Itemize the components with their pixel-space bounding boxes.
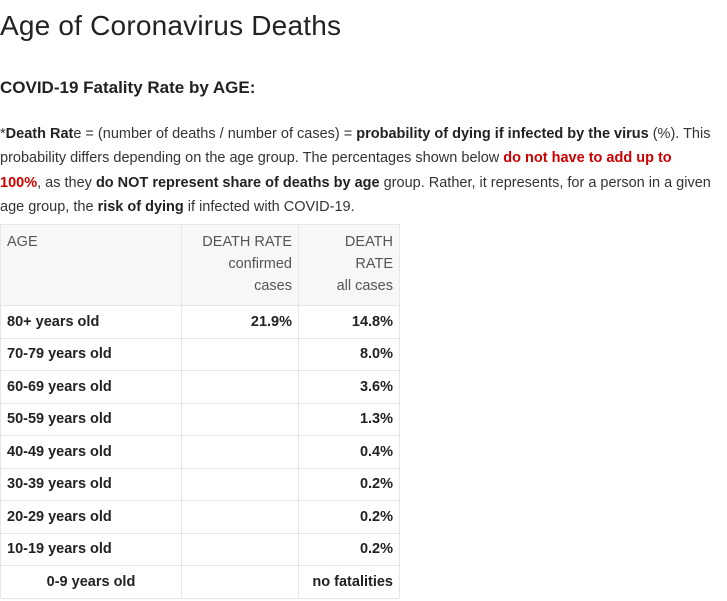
- intro-text-6: if infected with COVID-19.: [183, 199, 355, 215]
- intro-text-1: *: [0, 125, 6, 142]
- table-row: [1, 436, 400, 469]
- table-row: [1, 306, 400, 339]
- cell-age: 40-49 years old: [1, 436, 182, 469]
- cell-all: 0.2%: [299, 468, 400, 501]
- cell-age: 10-19 years old: [1, 533, 182, 566]
- cell-age: 60-69 years old: [1, 371, 182, 404]
- header-all-line2: all cases: [336, 278, 393, 294]
- header-confirmed-line2: confirmed: [228, 256, 292, 272]
- cell-age: 0-9 years old: [1, 566, 182, 599]
- cell-age: 70-79 years old: [1, 338, 182, 371]
- header-confirmed-line1: DEATH RATE: [202, 234, 292, 250]
- cell-confirmed: [182, 338, 299, 371]
- cell-all: 1.3%: [299, 403, 400, 436]
- cell-all: 0.2%: [299, 533, 400, 566]
- intro-text-5: group. Rather, it represents, for a person in a given age group, the: [0, 174, 711, 215]
- cell-confirmed: [182, 436, 299, 469]
- intro-bold-share: do NOT represent share of deaths by age: [95, 174, 380, 191]
- intro-bold-death-rate: Death Rat: [5, 125, 74, 142]
- intro-text-4: , as they: [37, 174, 96, 191]
- cell-confirmed: [182, 403, 299, 436]
- cell-confirmed: 21.9%: [182, 306, 299, 339]
- cell-all: 0.4%: [299, 436, 400, 469]
- intro-bold-probability: probability of dying if infected by the virus: [356, 125, 649, 142]
- table-row: [1, 338, 400, 371]
- table-header-row: [1, 225, 400, 306]
- cell-confirmed: [182, 566, 299, 599]
- table-row: [1, 403, 400, 436]
- header-all-line1: DEATH RATE: [344, 234, 393, 272]
- header-confirmed-line3: cases: [254, 278, 292, 294]
- section-heading: COVID-19 Fatality Rate by AGE:: [0, 78, 256, 97]
- cell-confirmed: [182, 468, 299, 501]
- header-age-label: AGE: [7, 234, 38, 250]
- cell-age: 20-29 years old: [1, 501, 182, 534]
- header-death-rate-all: [299, 225, 400, 306]
- intro-text-2: e = (number of deaths / number of cases) =: [73, 125, 357, 142]
- header-age: [1, 225, 182, 306]
- cell-age: 30-39 years old: [1, 468, 182, 501]
- cell-all: no fatalities: [299, 566, 400, 599]
- cell-all: 3.6%: [299, 371, 400, 404]
- intro-red-note: do not have to add up to 100%: [0, 150, 672, 191]
- cell-all: 0.2%: [299, 501, 400, 534]
- page-title: Age of Coronavirus Deaths: [0, 10, 342, 41]
- table-row: [1, 533, 400, 566]
- cell-all: 14.8%: [299, 306, 400, 339]
- intro-bold-risk: risk of dying: [97, 199, 184, 215]
- cell-confirmed: [182, 533, 299, 566]
- table-row: [1, 501, 400, 534]
- table-row: [1, 468, 400, 501]
- fatality-table: [0, 224, 400, 599]
- table-row: [1, 371, 400, 404]
- header-death-rate-confirmed: [182, 225, 299, 306]
- cell-all: 8.0%: [299, 338, 400, 371]
- cell-confirmed: [182, 501, 299, 534]
- cell-confirmed: [182, 371, 299, 404]
- intro-text-3: (%). This probability differs depending on the age group. The percentages shown below: [0, 125, 711, 166]
- cell-age: 50-59 years old: [1, 403, 182, 436]
- cell-age: 80+ years old: [1, 306, 182, 339]
- table-row: [1, 566, 400, 599]
- intro-paragraph: [0, 122, 712, 220]
